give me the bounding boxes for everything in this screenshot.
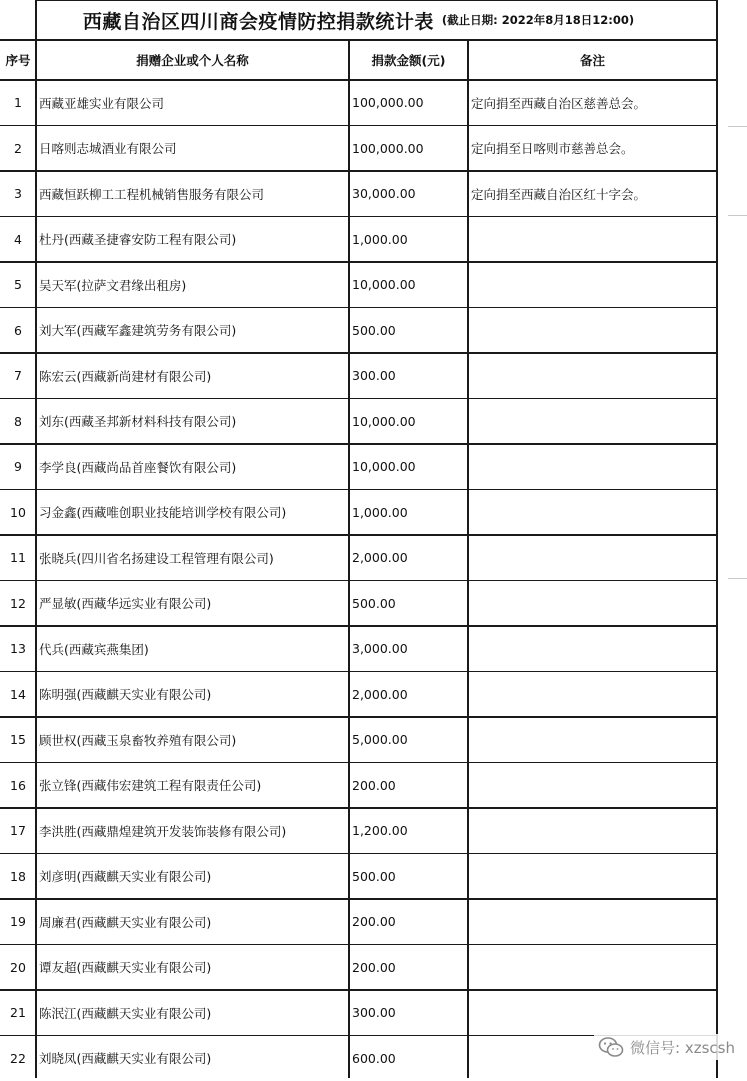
table-cell-name: 吴天军(拉萨文君缘出租房) bbox=[36, 262, 352, 308]
table-cell-amount: 10,000.00 bbox=[349, 444, 471, 490]
table-cell-no: 9 bbox=[0, 444, 36, 490]
header-name: 捐赠企业或个人名称 bbox=[36, 40, 349, 80]
table-cell-no: 8 bbox=[0, 399, 36, 445]
table-cell-no: 10 bbox=[0, 490, 36, 536]
wechat-watermark bbox=[594, 1034, 735, 1060]
grid-hline bbox=[0, 261, 717, 262]
table-cell-no: 15 bbox=[0, 717, 36, 763]
table-cell-no: 14 bbox=[0, 672, 36, 718]
table-cell-amount: 200.00 bbox=[349, 763, 471, 809]
table-cell-name: 李学良(西藏尚品首座餐饮有限公司) bbox=[36, 444, 352, 490]
table-cell-note bbox=[468, 717, 720, 763]
table-cell-amount: 2,000.00 bbox=[349, 672, 471, 718]
table-cell-name: 顾世权(西藏玉泉畜牧养殖有限公司) bbox=[36, 717, 352, 763]
table-cell-name: 严显敏(西藏华远实业有限公司) bbox=[36, 581, 352, 627]
grid-hline bbox=[36, 0, 717, 1]
header-no: 序号 bbox=[0, 40, 36, 80]
grid-vline bbox=[348, 40, 349, 1078]
table-cell-amount: 100,000.00 bbox=[349, 80, 471, 126]
grid-hline bbox=[0, 807, 717, 808]
grid-hline bbox=[0, 216, 717, 217]
table-cell-amount: 5,000.00 bbox=[349, 717, 471, 763]
table-cell-name: 西藏亚雄实业有限公司 bbox=[36, 80, 352, 126]
table-cell-no: 7 bbox=[0, 353, 36, 399]
table-cell-amount: 500.00 bbox=[349, 854, 471, 900]
table-cell-name: 刘大军(西藏军鑫建筑劳务有限公司) bbox=[36, 308, 352, 354]
table-cell-name: 刘晓凤(西藏麒天实业有限公司) bbox=[36, 1036, 352, 1081]
grid-hline bbox=[0, 443, 717, 444]
grid-hline bbox=[0, 671, 717, 672]
grid-hline bbox=[0, 39, 717, 40]
table-cell-name: 西藏恒跃柳工工程机械销售服务有限公司 bbox=[36, 171, 352, 217]
table-cell-no: 11 bbox=[0, 535, 36, 581]
edge-mark bbox=[728, 578, 747, 579]
table-cell-no: 21 bbox=[0, 990, 36, 1036]
table-cell-amount: 200.00 bbox=[349, 899, 471, 945]
table-cell-no: 20 bbox=[0, 945, 36, 991]
table-cell-no: 19 bbox=[0, 899, 36, 945]
table-cell-name: 陈明强(西藏麒天实业有限公司) bbox=[36, 672, 352, 718]
table-cell-amount: 1,000.00 bbox=[349, 490, 471, 536]
edge-mark bbox=[728, 126, 747, 127]
header-amount: 捐款金额(元) bbox=[349, 40, 468, 80]
grid-hline bbox=[0, 989, 717, 990]
table-cell-no: 18 bbox=[0, 854, 36, 900]
grid-hline bbox=[0, 944, 717, 945]
table-cell-no: 13 bbox=[0, 626, 36, 672]
table-cell-no: 16 bbox=[0, 763, 36, 809]
table-cell-amount: 10,000.00 bbox=[349, 262, 471, 308]
table-cell-note bbox=[468, 672, 720, 718]
table-cell-note bbox=[468, 535, 720, 581]
grid-vline bbox=[467, 40, 468, 1078]
table-cell-note bbox=[468, 945, 720, 991]
table-cell-note bbox=[468, 990, 720, 1036]
table-cell-amount: 200.00 bbox=[349, 945, 471, 991]
grid-hline bbox=[0, 79, 717, 80]
table-cell-name: 日喀则志城酒业有限公司 bbox=[36, 126, 352, 172]
grid-hline bbox=[0, 898, 717, 899]
table-cell-amount: 500.00 bbox=[349, 581, 471, 627]
table-cell-note bbox=[468, 308, 720, 354]
grid-hline bbox=[0, 534, 717, 535]
grid-hline bbox=[0, 580, 717, 581]
table-cell-note bbox=[468, 581, 720, 627]
table-cell-note: 定向捐至西藏自治区慈善总会。 bbox=[468, 80, 720, 126]
grid-hline bbox=[0, 307, 717, 308]
table-cell-no: 17 bbox=[0, 808, 36, 854]
table-cell-name: 代兵(西藏宾燕集团) bbox=[36, 626, 352, 672]
table-cell-note bbox=[468, 763, 720, 809]
table-cell-no: 6 bbox=[0, 308, 36, 354]
table-cell-name: 周廉君(西藏麒天实业有限公司) bbox=[36, 899, 352, 945]
edge-mark bbox=[728, 215, 747, 216]
table-cell-amount: 30,000.00 bbox=[349, 171, 471, 217]
table-cell-note bbox=[468, 808, 720, 854]
table-cell-name: 陈宏云(西藏新尚建材有限公司) bbox=[36, 353, 352, 399]
table-cell-note bbox=[468, 217, 720, 263]
table-cell-amount: 3,000.00 bbox=[349, 626, 471, 672]
table-cell-no: 1 bbox=[0, 80, 36, 126]
grid-hline bbox=[0, 352, 717, 353]
table-cell-note bbox=[468, 490, 720, 536]
table-cell-name: 习金鑫(西藏唯创职业技能培训学校有限公司) bbox=[36, 490, 352, 536]
table-cell-no: 4 bbox=[0, 217, 36, 263]
table-cell-no: 12 bbox=[0, 581, 36, 627]
table-cell-amount: 1,000.00 bbox=[349, 217, 471, 263]
table-cell-no: 22 bbox=[0, 1036, 36, 1081]
table-cell-amount: 600.00 bbox=[349, 1036, 471, 1081]
table-cell-no: 2 bbox=[0, 126, 36, 172]
grid-hline bbox=[0, 125, 717, 126]
header-note: 备注 bbox=[468, 40, 717, 80]
table-cell-note bbox=[468, 854, 720, 900]
table-cell-amount: 100,000.00 bbox=[349, 126, 471, 172]
cutoff-date: (截止日期: 2022年8月18日12:00) bbox=[442, 12, 634, 28]
table-cell-note bbox=[468, 353, 720, 399]
grid-hline bbox=[0, 489, 717, 490]
table-cell-amount: 300.00 bbox=[349, 353, 471, 399]
grid-hline bbox=[0, 170, 717, 171]
table-cell-name: 刘彦明(西藏麒天实业有限公司) bbox=[36, 854, 352, 900]
table-cell-name: 陈泯江(西藏麒天实业有限公司) bbox=[36, 990, 352, 1036]
grid-hline bbox=[0, 398, 717, 399]
table-cell-no: 5 bbox=[0, 262, 36, 308]
grid-hline bbox=[0, 716, 717, 717]
table-cell-amount: 2,000.00 bbox=[349, 535, 471, 581]
table-cell-amount: 500.00 bbox=[349, 308, 471, 354]
table-cell-no: 3 bbox=[0, 171, 36, 217]
grid-hline bbox=[0, 762, 717, 763]
table-cell-name: 刘东(西藏圣邦新材料科技有限公司) bbox=[36, 399, 352, 445]
table-cell-name: 谭友超(西藏麒天实业有限公司) bbox=[36, 945, 352, 991]
table-cell-note: 定向捐至西藏自治区红十字会。 bbox=[468, 171, 720, 217]
table-cell-name: 杜丹(西藏圣捷睿安防工程有限公司) bbox=[36, 217, 352, 263]
table-title bbox=[0, 0, 717, 40]
table-cell-amount: 10,000.00 bbox=[349, 399, 471, 445]
table-cell-amount: 1,200.00 bbox=[349, 808, 471, 854]
table-cell-note: 定向捐至日喀则市慈善总会。 bbox=[468, 126, 720, 172]
table-cell-name: 张晓兵(四川省名扬建设工程管理有限公司) bbox=[36, 535, 352, 581]
grid-hline bbox=[0, 853, 717, 854]
table-cell-name: 张立锋(西藏伟宏建筑工程有限责任公司) bbox=[36, 763, 352, 809]
table-cell-note bbox=[468, 399, 720, 445]
table-cell-name: 李洪胜(西藏鼎煌建筑开发装饰装修有限公司) bbox=[36, 808, 352, 854]
table-cell-note bbox=[468, 899, 720, 945]
grid-vline bbox=[716, 0, 717, 1078]
table-cell-amount: 300.00 bbox=[349, 990, 471, 1036]
page-title: 西藏自治区四川商会疫情防控捐款统计表 bbox=[83, 7, 434, 34]
wechat-id: 微信号: xzscsh bbox=[630, 1037, 735, 1058]
table-cell-note bbox=[468, 444, 720, 490]
table-cell-note bbox=[468, 626, 720, 672]
wechat-icon bbox=[598, 1036, 624, 1058]
table-cell-note bbox=[468, 262, 720, 308]
grid-hline bbox=[0, 625, 717, 626]
grid-vline bbox=[35, 0, 36, 1078]
